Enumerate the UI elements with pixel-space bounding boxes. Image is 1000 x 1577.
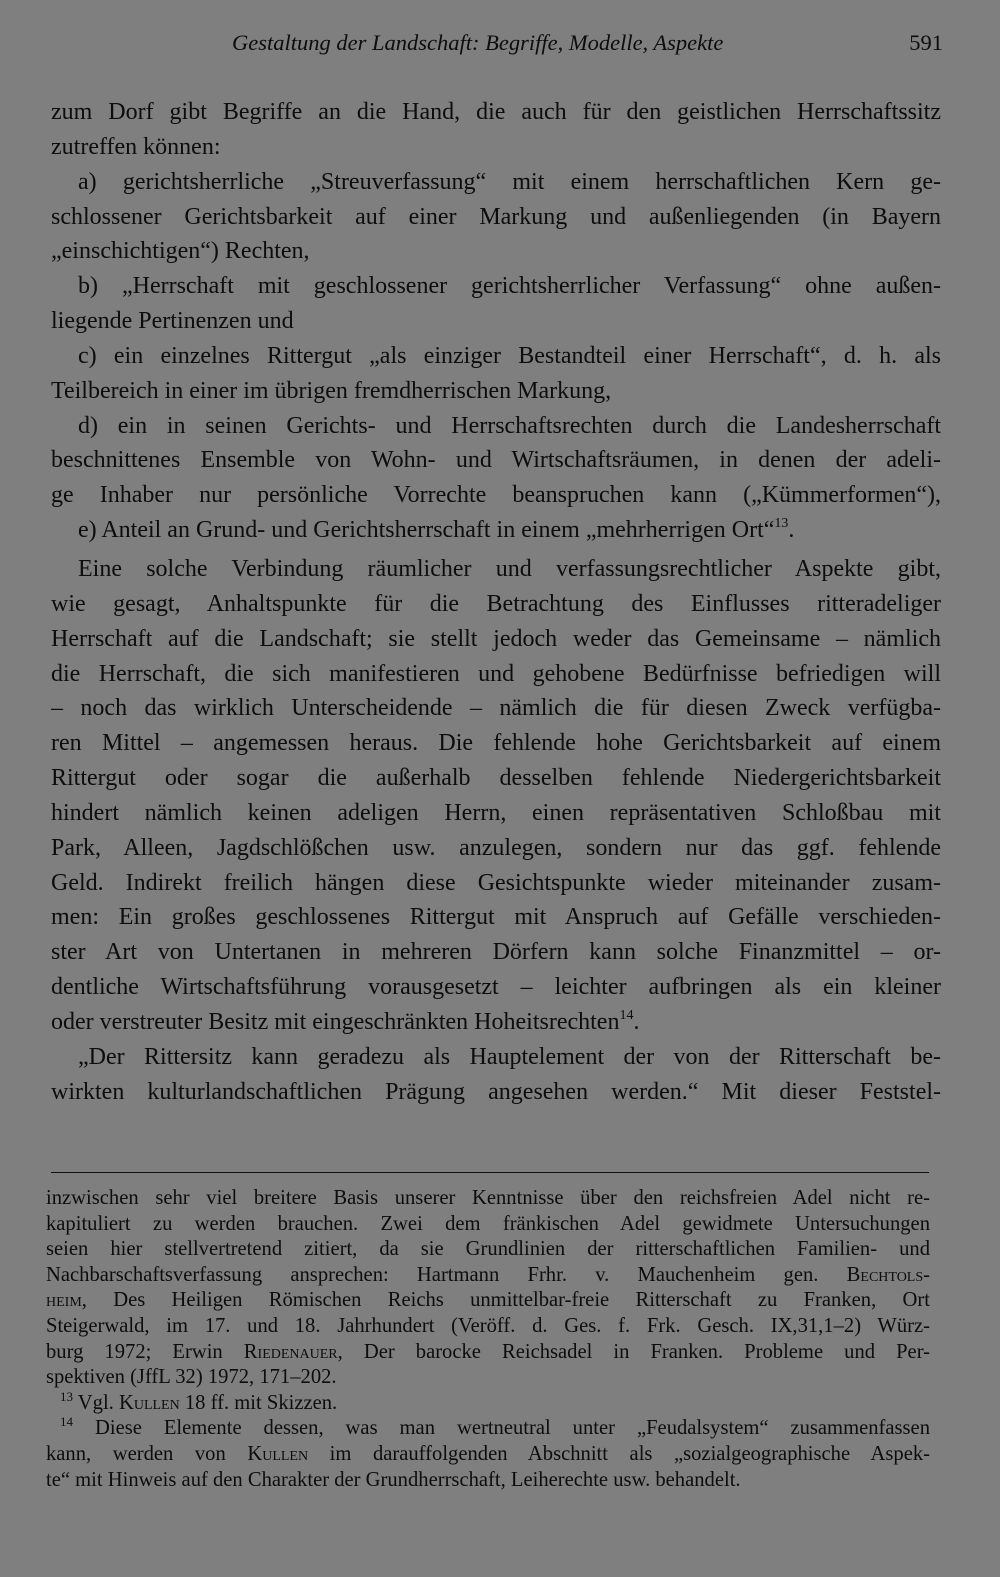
text-line — [51, 269, 941, 304]
line-text: oder verstreuter Besitz mit eingeschränkten Hoheitsrechten — [51, 1008, 620, 1035]
line-ending: . — [788, 517, 795, 544]
line-text: Teilbereich in einer im übrigen fremdherrischen Markung, — [51, 377, 612, 404]
running-header: Gestaltung der Landschaft: Begriffe, Modelle, Aspekte — [232, 30, 724, 55]
line-text: schlossener Gerichtsbarkeit auf einer Markung und außenliegenden (in Bayern — [51, 203, 941, 230]
text-line — [51, 691, 941, 726]
text-line — [51, 443, 941, 478]
text-line — [51, 622, 941, 657]
line-text: ster Art von Untertanen in mehreren Dörfern kann solche Finanzmittel – or- — [51, 939, 941, 966]
line-text: inzwischen sehr viel breitere Basis unserer Kenntnisse über den reichsfreien Adel nicht re- — [46, 1187, 930, 1209]
footnote-line — [46, 1391, 930, 1417]
text-line — [51, 200, 941, 235]
line-text: Geld. Indirekt freilich hängen diese Gesichtspunkte wieder miteinander zusam- — [51, 869, 941, 896]
footnote-line — [46, 1237, 930, 1263]
footnote-number: 14 — [60, 1416, 73, 1430]
text-line — [51, 1075, 941, 1110]
line-text: Park, Alleen, Jagdschlößchen usw. anzulegen, sondern nur das ggf. fehlende — [51, 834, 941, 861]
line-text: spektiven (JffL 32) 1972, 171–202. — [46, 1366, 337, 1389]
line-text: kapituliert zu werden brauchen. Zwei dem fränkischen Adel gewidmete Untersuchungen — [46, 1212, 930, 1235]
footnote-reference: 13 — [774, 516, 789, 532]
footnote-line — [46, 1416, 930, 1442]
line-ending: . — [633, 1008, 640, 1035]
footnote-line — [46, 1263, 930, 1289]
footnote-line — [46, 1365, 930, 1391]
line-text: kann, werden von Kullen im darauffolgenden Abschnitt als „sozialgeographische Aspek- — [46, 1442, 930, 1465]
text-line — [51, 409, 941, 444]
line-text: burg 1972; Erwin Riedenauer, Der barocke Reichsadel in Franken. Probleme und Per- — [46, 1340, 930, 1363]
line-text: ren Mittel – angemessen heraus. Die fehlende hohe Gerichtsbarkeit auf einem — [51, 730, 941, 757]
footnote-line — [46, 1314, 930, 1340]
text-line — [51, 831, 941, 866]
line-text: die Herrschaft, die sich manifestieren und gehobene Bedürfnisse befriedigen will — [51, 660, 941, 687]
footnote-number: 13 — [60, 1390, 73, 1404]
text-line — [51, 513, 941, 548]
line-text: hindert nämlich keinen adeligen Herrn, einen repräsentativen Schloßbau mit — [51, 799, 941, 826]
page-number: 591 — [909, 30, 943, 55]
text-line — [51, 657, 941, 692]
line-text: Eine solche Verbindung räumlicher und verfassungsrechtlicher Aspekte gibt, — [78, 555, 941, 582]
line-text: „einschichtigen“) Rechten, — [51, 238, 310, 265]
text-line — [51, 1005, 941, 1040]
footnote-line — [46, 1186, 930, 1212]
text-line — [51, 130, 941, 165]
line-text: d) ein in seinen Gerichts- und Herrschaftsrechten durch die Landesherrschaft — [78, 412, 941, 439]
footnote-rule — [51, 1172, 929, 1173]
line-text: seien hier stellvertretend zitiert, da sie Grundlinien der ritterschaftlichen Familien- und — [46, 1238, 930, 1261]
text-line — [51, 339, 941, 374]
text-line — [51, 234, 941, 269]
text-line — [51, 165, 941, 200]
line-text: Herrschaft auf die Landschaft; sie stellt jedoch weder das Gemeinsame – nämlich — [51, 625, 941, 652]
line-text: te“ mit Hinweis auf den Charakter der Grundherrschaft, Leiherechte usw. behandelt. — [46, 1468, 741, 1491]
footnote-line — [46, 1442, 930, 1468]
line-text: a) gerichtsherrliche „Streuverfassung“ mit einem herrschaftlichen Kern ge- — [78, 168, 941, 195]
line-text: zum Dorf gibt Begriffe an die Hand, die auch für den geistlichen Herrschaftssitz — [51, 99, 941, 125]
line-text: Steigerwald, im 17. und 18. Jahrhundert (Veröff. d. Ges. f. Frk. Gesch. IX,31,1–2) Würz- — [46, 1314, 930, 1337]
footnote-line — [46, 1288, 930, 1314]
line-text: men: Ein großes geschlossenes Rittergut mit Anspruch auf Gefälle verschieden- — [51, 904, 941, 931]
line-text: „Der Rittersitz kann geradezu als Hauptelement der von der Ritterschaft be- — [78, 1043, 941, 1070]
text-line — [51, 95, 941, 130]
text-line — [51, 866, 941, 901]
text-line — [51, 726, 941, 761]
footnote-line — [46, 1212, 930, 1238]
footnote-reference: 14 — [619, 1007, 634, 1023]
line-text: e) Anteil an Grund- und Gerichtsherrschaft in einem „mehrherrigen Ort“ — [78, 517, 775, 544]
text-line — [51, 935, 941, 970]
text-line — [51, 761, 941, 796]
footnotes — [46, 1186, 930, 1493]
footnote-line — [46, 1468, 930, 1494]
text-line — [51, 587, 941, 622]
line-text: ge Inhaber nur persönliche Vorrechte beanspruchen kann („Kümmerformen“), — [51, 482, 941, 509]
line-text: Rittergut oder sogar die außerhalb desselben fehlende Niedergerichtsbarkeit — [51, 765, 941, 792]
line-text: zutreffen können: — [51, 133, 221, 160]
line-text: wirkten kulturlandschaftlichen Prägung angesehen werden.“ Mit dieser Feststel- — [51, 1078, 941, 1105]
line-text: c) ein einzelnes Rittergut „als einziger Bestandteil einer Herrschaft“, d. h. als — [78, 342, 941, 369]
text-line — [51, 374, 941, 409]
footnote-line — [46, 1340, 930, 1366]
text-line — [51, 1040, 941, 1075]
text-line — [51, 796, 941, 831]
line-text: liegende Pertinenzen und — [51, 308, 294, 335]
text-line — [51, 552, 941, 587]
text-line — [51, 900, 941, 935]
line-text: Diese Elemente dessen, was man wertneutral unter „Feudalsystem“ zusammenfassen — [94, 1417, 930, 1440]
line-text: Vgl. Kullen 18 ff. mit Skizzen. — [77, 1391, 338, 1414]
line-text: beschnittenes Ensemble von Wohn- und Wirtschaftsräumen, in denen der adeli- — [51, 447, 941, 474]
text-line — [51, 304, 941, 339]
line-text: wie gesagt, Anhaltspunkte für die Betrachtung des Einflusses ritteradeliger — [51, 590, 941, 617]
text-line — [51, 970, 941, 1005]
text-line — [51, 478, 941, 513]
line-text: – noch das wirklich Unterscheidende – nämlich die für diesen Zweck verfügba- — [51, 695, 941, 722]
line-text: heim, Des Heiligen Römischen Reichs unmittelbar-freie Ritterschaft zu Franken, Ort — [46, 1289, 930, 1312]
line-text: b) „Herrschaft mit geschlossener gerichtsherrlicher Verfassung“ ohne außen- — [78, 273, 941, 300]
main-text — [51, 95, 941, 1109]
line-text: dentliche Wirtschaftsführung vorausgesetzt – leichter aufbringen als ein kleiner — [51, 974, 941, 1001]
line-text: Nachbarschaftsverfassung ansprechen: Hartmann Frhr. v. Mauchenheim gen. Bechtols- — [46, 1263, 930, 1286]
